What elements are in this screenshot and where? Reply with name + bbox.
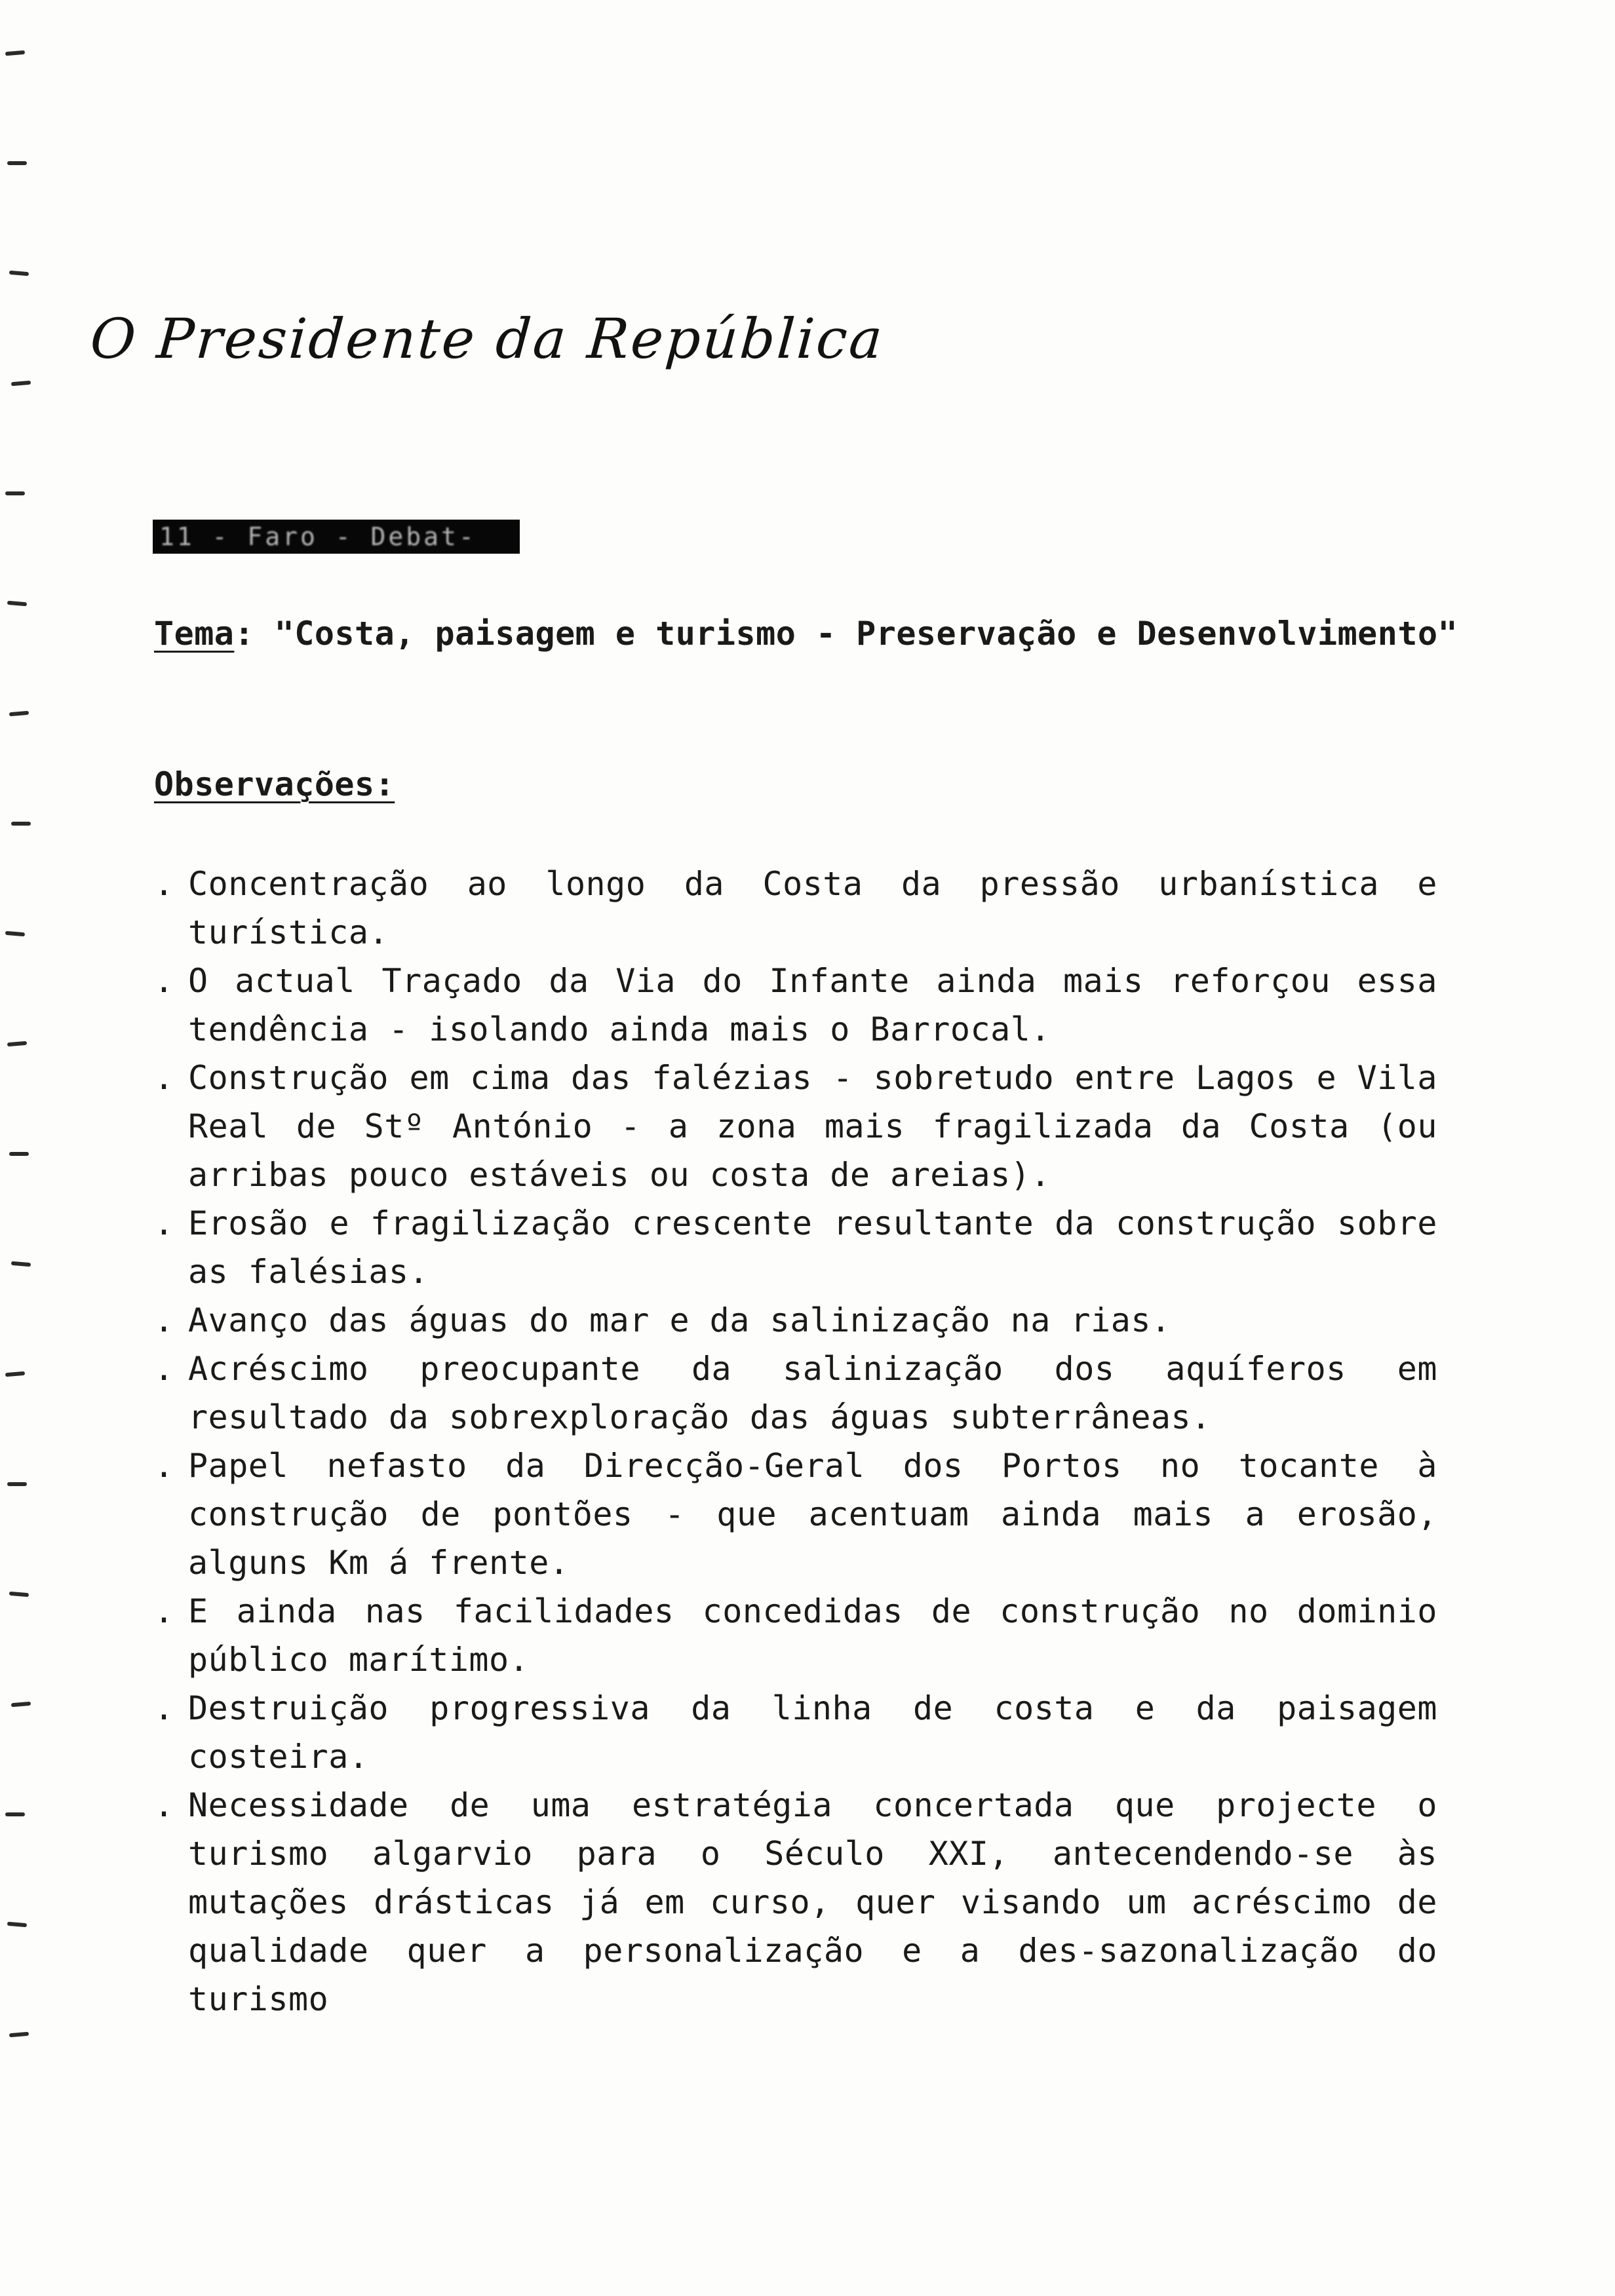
list-item <box>154 1587 1437 1684</box>
bullet-text: Concentração ao longo da Costa da pressão urbanística e turística. <box>188 865 1437 951</box>
margin-mark <box>5 50 25 56</box>
bullet-marker: . <box>154 1592 174 1630</box>
bullet-marker: . <box>154 1689 174 1727</box>
list-item <box>154 860 1437 957</box>
bullet-text: Avanço das águas do mar e da salinização na rias. <box>188 1301 1171 1339</box>
margin-mark <box>5 931 25 937</box>
margin-mark <box>9 271 29 277</box>
redacted-header-text: 11 - Faro - Debat- <box>159 522 477 551</box>
bullet-text: Construção em cima das falézias - sobretudo entre Lagos e Vila Real de Stº António - a zona mais fragilizada da Costa (ou arribas pouco estáveis ou costa de areias). <box>188 1059 1437 1194</box>
bullet-text: Papel nefasto da Direcção-Geral dos Portos no tocante à construção de pontões - que acentuam ainda mais a erosão, alguns Km á frente. <box>188 1447 1437 1582</box>
observations-list <box>154 860 1437 2023</box>
tema-label: Tema <box>154 615 235 653</box>
tema-text: "Costa, paisagem e turismo - Preservação e Desenvolvimento" <box>274 615 1458 653</box>
margin-mark <box>5 491 25 495</box>
bullet-marker: . <box>154 1350 174 1388</box>
bullet-text: Acréscimo preocupante da salinização dos aquíferos em resultado da sobrexploração das águas subterrâneas. <box>188 1350 1437 1436</box>
margin-mark <box>9 711 29 717</box>
bullet-marker: . <box>154 1204 174 1242</box>
margin-mark <box>11 822 31 826</box>
margin-mark <box>5 1812 25 1816</box>
observations-heading-text: Observações: <box>154 765 395 803</box>
tema-spacer <box>254 615 275 653</box>
margin-mark <box>7 601 27 607</box>
list-item <box>154 1684 1437 1781</box>
list-item <box>154 1442 1437 1587</box>
margin-mark <box>11 1261 31 1267</box>
tema-colon: : <box>234 615 255 653</box>
list-item <box>154 1296 1437 1345</box>
bullet-text: Necessidade de uma estratégia concertada que projecte o turismo algarvio para o Século XXI, antecendendo-se às mutações drásticas já em curso, quer visando um acréscimo de qualidade quer a personalização e a des-sazonalização do turismo <box>188 1786 1437 2018</box>
letterhead-script: O Presidente da República <box>88 307 887 371</box>
bullet-marker: . <box>154 1301 174 1339</box>
list-item <box>154 1199 1437 1296</box>
margin-mark <box>9 2032 29 2038</box>
bullet-marker: . <box>154 865 174 903</box>
margin-mark <box>9 1592 29 1598</box>
bullet-text: E ainda nas facilidades concedidas de construção no dominio público marítimo. <box>188 1592 1437 1679</box>
redacted-header-bar <box>153 520 520 554</box>
list-item <box>154 1781 1437 2023</box>
margin-mark <box>9 1152 29 1156</box>
bullet-marker: . <box>154 1786 174 1824</box>
list-item <box>154 957 1437 1054</box>
margin-mark <box>7 1041 27 1047</box>
bullet-marker: . <box>154 1447 174 1485</box>
bullet-marker: . <box>154 1059 174 1097</box>
observations-heading <box>154 765 395 803</box>
list-item <box>154 1054 1437 1199</box>
margin-mark <box>11 381 31 387</box>
margin-mark <box>7 161 27 165</box>
margin-mark <box>5 1371 25 1377</box>
margin-mark <box>11 1702 31 1708</box>
bullet-text: Destruição progressiva da linha de costa e da paisagem costeira. <box>188 1689 1437 1776</box>
bullet-text: O actual Traçado da Via do Infante ainda mais reforçou essa tendência - isolando ainda mais o Barrocal. <box>188 962 1437 1048</box>
tema-line <box>154 615 1458 653</box>
list-item <box>154 1345 1437 1442</box>
margin-mark <box>7 1922 27 1928</box>
margin-mark <box>7 1482 27 1486</box>
bullet-text: Erosão e fragilização crescente resultante da construção sobre as falésias. <box>188 1204 1437 1291</box>
bullet-marker: . <box>154 962 174 1000</box>
